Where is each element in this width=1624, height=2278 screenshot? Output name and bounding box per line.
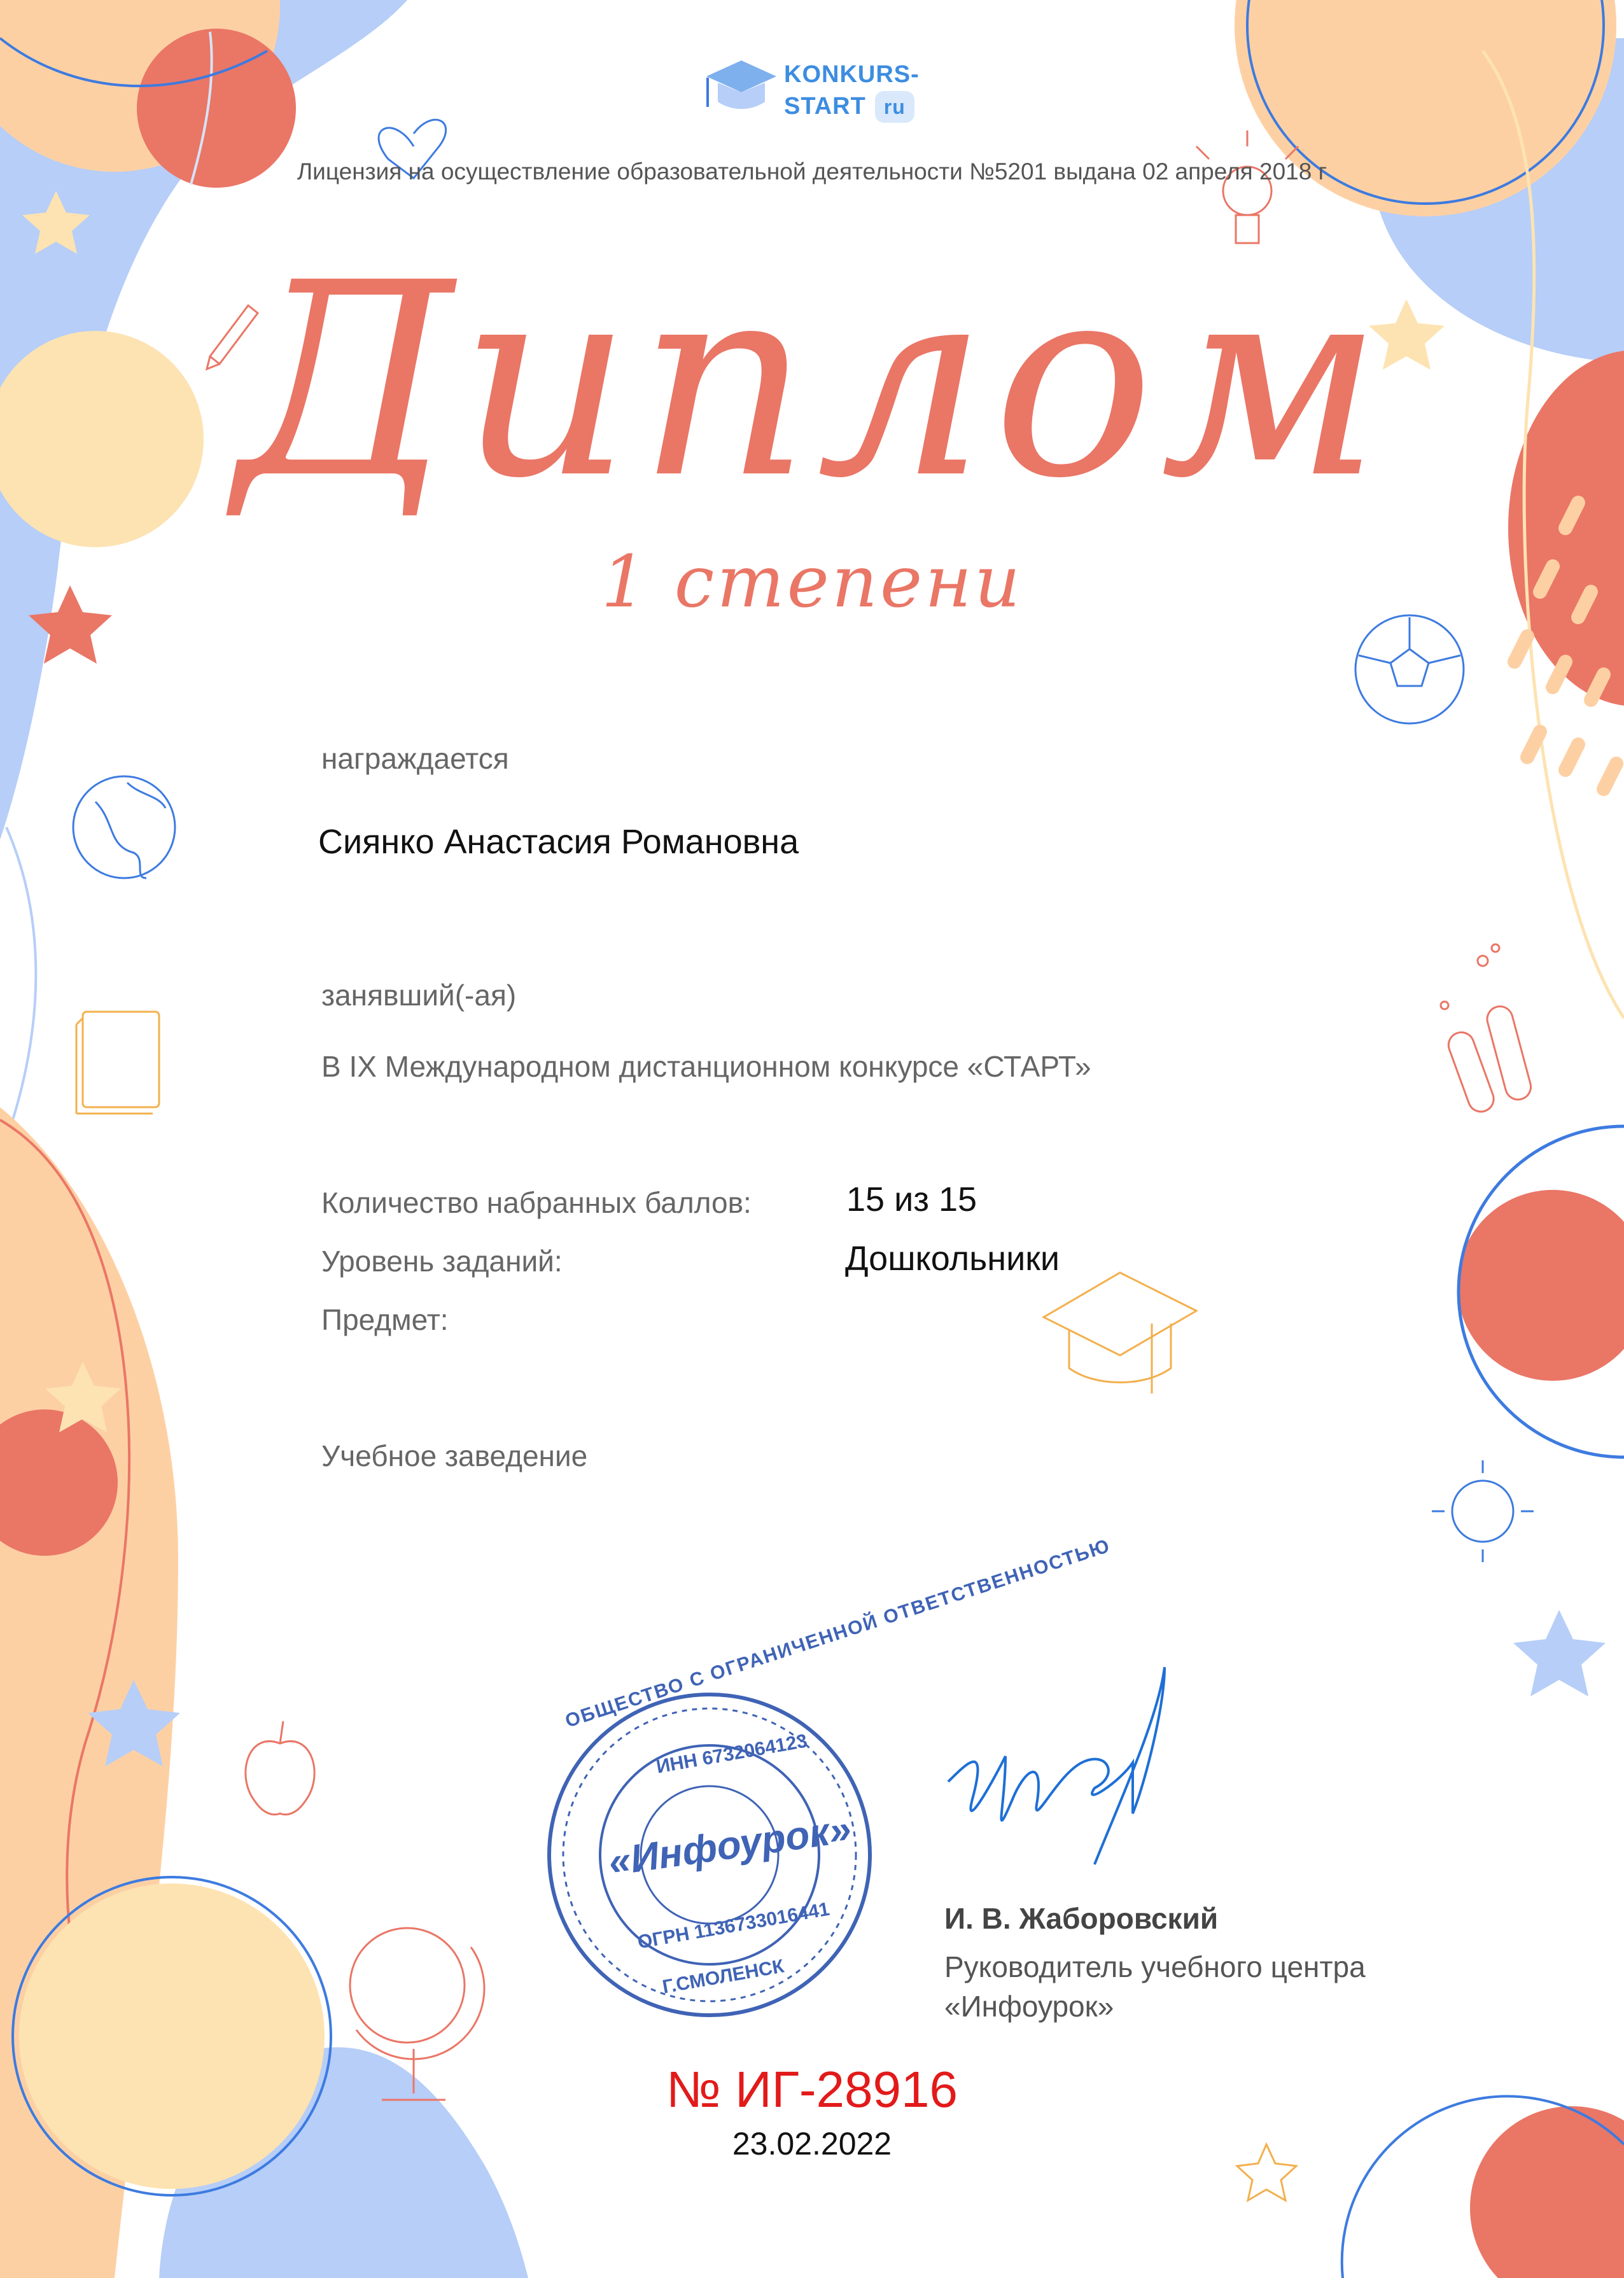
abc-book-doodle: [76, 1012, 159, 1114]
logo-line2: START: [784, 93, 866, 120]
stamp-center: «Инфоурок»: [606, 1806, 854, 1885]
signer-name: И. В. Жаборовский: [944, 1902, 1219, 1935]
contest-name: В IX Международном дистанционном конкурсе «СТАРТ»: [321, 1050, 1091, 1083]
signature-scribble: [948, 1667, 1165, 1864]
logo-suffix: ru: [875, 91, 914, 123]
license-text: Лицензия на осуществление образовательной деятельности №5201 выдана 02 апреля 2018 г: [297, 158, 1327, 185]
coral-circle-right-middle: [1457, 1190, 1624, 1381]
level-value: Дошкольники: [845, 1240, 1060, 1278]
document-date: 23.02.2022: [732, 2126, 892, 2162]
apple-doodle: [246, 1721, 314, 1815]
subject-label: Предмет:: [321, 1303, 449, 1336]
awarded-label: награждается: [321, 742, 509, 775]
diploma-subtitle: 1 степени: [601, 541, 1023, 624]
place-label: занявший(-ая): [321, 979, 517, 1012]
score-label: Количество набранных баллов:: [321, 1186, 752, 1219]
signer-position: Руководитель учебного центра «Инфоурок»: [944, 1950, 1366, 2023]
stamp-inn: ИНН 6732064123: [654, 1730, 809, 1778]
sun-doodle: [1432, 1460, 1534, 1562]
soccer-ball-doodle: [1355, 615, 1464, 723]
score-value: 15 из 15: [846, 1180, 977, 1219]
awardee-name: Сиянко Анастасия Романовна: [318, 823, 799, 861]
stamp-city: Г.СМОЛЕНСК: [661, 1955, 786, 1998]
logo-cap-icon: [706, 60, 776, 109]
stamp-outer-text: ОБЩЕСТВО С ОГРАНИЧЕННОЙ ОТВЕТСТВЕННОСТЬЮ: [563, 1535, 1114, 1732]
graduation-cap-doodle: [1044, 1273, 1196, 1394]
school-label: Учебное заведение: [321, 1439, 588, 1472]
stamp-ogrn: ОГРН 1136733016441: [636, 1898, 832, 1953]
document-number: № ИГ-28916: [666, 2061, 958, 2118]
diploma-title: Диплом: [235, 226, 1389, 537]
level-label: Уровень заданий:: [321, 1245, 563, 1278]
logo: [784, 59, 920, 123]
globe-doodle: [73, 776, 175, 878]
test-tubes-doodle: [1441, 944, 1534, 1115]
logo-line1: KONKURS-: [784, 61, 920, 88]
